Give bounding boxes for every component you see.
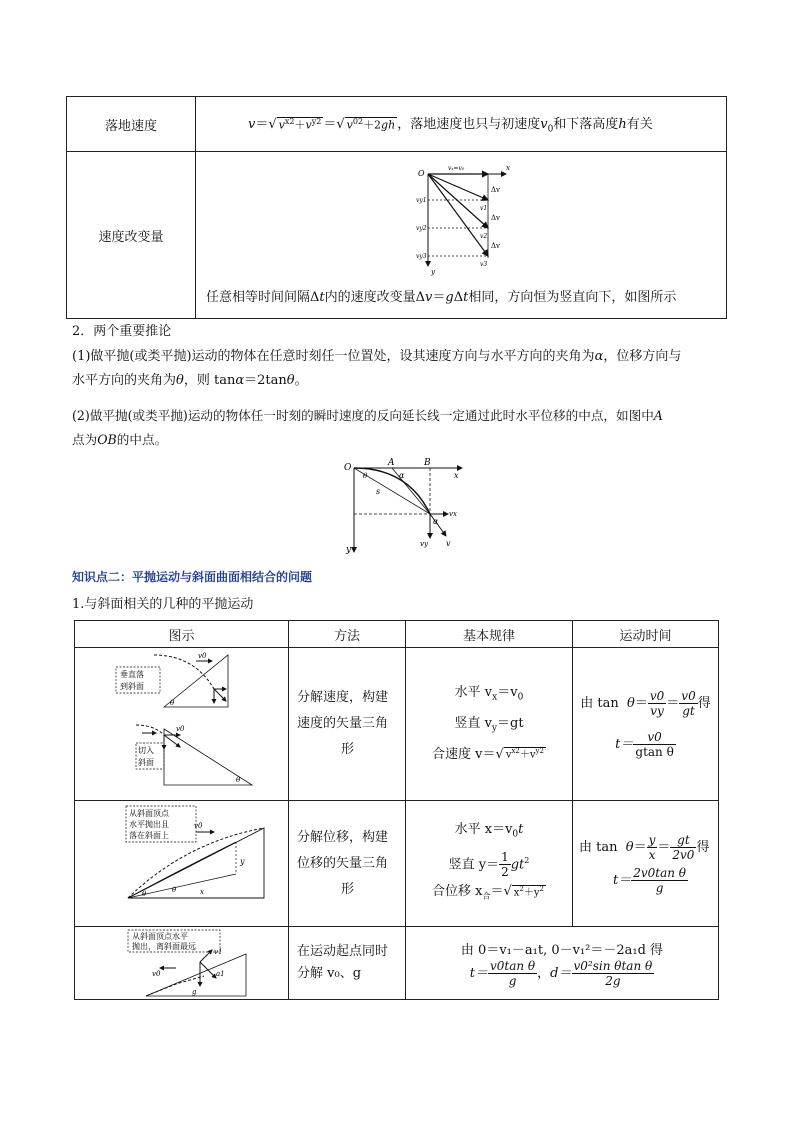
fig2-label-alpha2: α	[433, 517, 439, 526]
fig-label-dv3: Δv	[491, 242, 501, 250]
row2-law: 水平 $x=v_0t$ 竖直 y＝ $\frac{1}{2}$ $gt^2$ 合位移 $x_合=√$ $x^2+y^2$	[406, 801, 573, 927]
row2-label-1: 从斜面顶点	[129, 809, 169, 818]
row3-label-2: 抛出，离斜面最远	[132, 942, 196, 951]
fig-label-vy3: vy3	[416, 253, 427, 260]
inference-figure	[338, 456, 468, 556]
row1-label-b1: 切入	[138, 746, 154, 755]
svg-text:v1: v1	[214, 948, 223, 956]
velocity-change-figure	[416, 160, 516, 280]
velocity-change-cell	[196, 152, 727, 319]
row1-figure	[76, 649, 287, 799]
section2-para2: (2)做平抛(或类平抛)运动的物体任一时刻的瞬时速度的反向延长线一定通过此时水平位移的中点，如图中A 点为OB的中点。	[72, 408, 663, 447]
svg-text:θ: θ	[142, 890, 147, 898]
row1-label-a2: 到斜面	[120, 682, 144, 691]
velocity-change-caption: 任意相等时间间隔Δt内的速度改变量Δv＝gΔt相同，方向恒为竖直向下，如图所示	[206, 290, 677, 305]
fig2-label-vx: vx	[449, 510, 457, 518]
fig-label-v2: v2	[480, 233, 488, 240]
row3-law-time: 由 0＝v₁－a₁t, 0－v₁²＝－2a₁d 得 t＝ $\frac{\text{v0tan θ}}{g}$ ，d＝ $\frac{\text{v0²sin θtan θ}}{2g}$	[406, 927, 719, 1000]
fig-label-vy2: vy2	[416, 225, 427, 232]
section3-subtitle: 1.与斜面相关的几种的平抛运动	[72, 597, 254, 612]
row2-method: 分解位移，构建 位移的矢量三角 形	[289, 801, 406, 927]
header-law: 基本规律	[406, 621, 573, 648]
svg-text:v0: v0	[152, 970, 161, 978]
fig2-label-vy: vy	[420, 540, 428, 548]
header-figure: 图示	[75, 621, 289, 648]
row3-method: 在运动起点同时 分解 v₀、g	[289, 927, 406, 1000]
fig2-label-s: s	[376, 487, 381, 496]
fig2-label-alpha: α	[399, 471, 405, 480]
fig2-label-y: y	[346, 545, 352, 555]
fig2-label-x: x	[454, 471, 459, 480]
section3-title: 知识点二：平抛运动与斜面曲面相结合的问题	[72, 570, 313, 584]
row2-figure	[76, 802, 287, 925]
fig-label-vy1: vy1	[416, 197, 427, 204]
fig2-label-B: B	[424, 458, 431, 468]
row-label-velocity-change: 速度改变量	[67, 152, 196, 319]
fig-label-y: y	[431, 268, 435, 276]
fig-label-dv1: Δv	[491, 186, 501, 194]
fig-label-x: x	[506, 164, 510, 172]
svg-text:g: g	[192, 988, 197, 996]
svg-text:v0: v0	[176, 725, 185, 733]
row1-law: 水平 $v_x=v_0$ 竖直 $v_y=gt$ 合速度 v＝√ $v^{x2}+v^{y2}$	[406, 648, 573, 801]
header-method: 方法	[289, 621, 406, 648]
row2-label-3: 落在斜面上	[129, 831, 169, 840]
svg-text:x: x	[200, 888, 204, 896]
fig2-label-A: A	[388, 458, 395, 468]
row2-time: 由 tan θ＝ $\frac{y}{x}$ ＝ $\frac{gt}{2v0}$ 得 t＝ $\frac{\text{2v0tan θ}}{g}$	[573, 801, 719, 927]
fig-label-v3: v3	[480, 261, 488, 268]
landing-speed-formula: v＝√ $v^{x2}+v^{y2}$ ＝√ $v^{02}+2gh$ ，落地速度也只与初速度$v_0$和下落高度h有关	[196, 97, 727, 152]
section2-para1: (1)做平抛(或类平抛)运动的物体在任意时刻任一位置处，设其速度方向与水平方向的夹角为α，位移方向与 水平方向的夹角为θ，则 tanα＝2tanθ。	[72, 349, 682, 388]
row1-figure-cell	[75, 648, 289, 801]
svg-text:θ: θ	[172, 886, 177, 894]
fig2-label-theta: θ	[363, 472, 368, 480]
svg-text:θ: θ	[170, 699, 175, 707]
row1-label-b2: 斜面	[138, 758, 154, 767]
fig-label-v1: v1	[480, 205, 488, 212]
fig-label-dv2: Δv	[491, 214, 501, 222]
row3-figure	[76, 928, 287, 998]
fig-label-vx: vₓ=v₀	[448, 165, 465, 172]
top-table	[66, 96, 727, 319]
header-time: 运动时间	[573, 621, 719, 648]
svg-text:θ: θ	[236, 776, 241, 784]
row-label-landing-speed: 落地速度	[67, 97, 196, 152]
row2-label-2: 水平抛出且	[129, 820, 169, 829]
fig2-label-O: O	[344, 463, 352, 473]
svg-text:y: y	[240, 857, 245, 866]
section2-heading: 2．两个重要推论	[72, 324, 172, 339]
row1-method: 分解速度，构建 速度的矢量三角 形	[289, 648, 406, 801]
fig2-label-v: v	[446, 539, 451, 548]
row3-figure-cell	[75, 927, 289, 1000]
svg-text:v0: v0	[198, 652, 207, 660]
row2-figure-cell	[75, 801, 289, 927]
fig-label-O: O	[418, 169, 425, 178]
svg-text:v0: v0	[194, 822, 203, 830]
row1-time: 由 tan θ＝ $\frac{v0}{vy}$ ＝ $\frac{v0}{gt}$ 得 t＝ $\frac{v0}{\text{gtan θ}}$	[573, 648, 719, 801]
row1-label-a1: 垂直落	[120, 670, 144, 679]
incline-table	[74, 620, 719, 1000]
row3-label-1: 从斜面顶点水平	[132, 932, 188, 941]
svg-text:a1: a1	[216, 970, 225, 978]
